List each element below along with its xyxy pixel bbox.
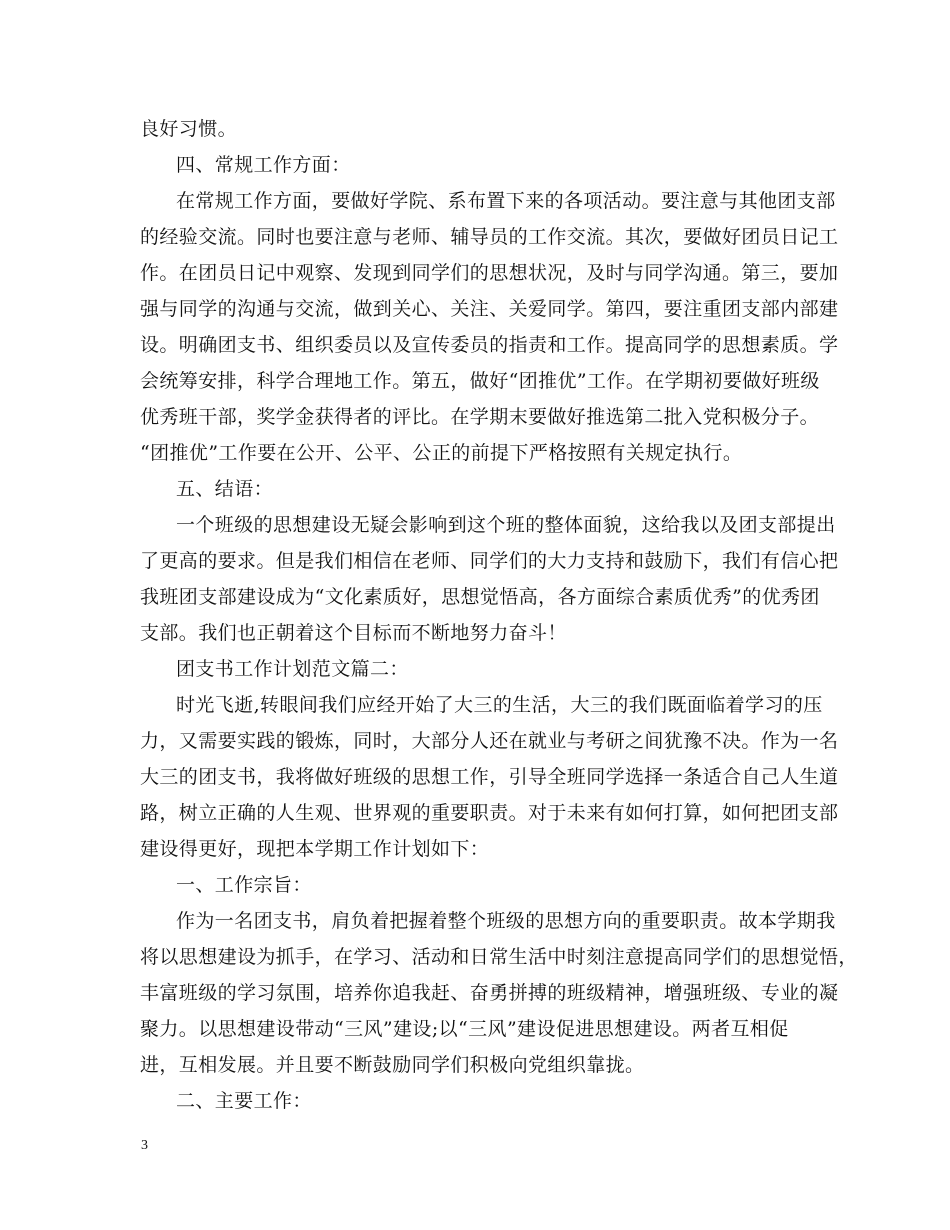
text-line: 力，又需要实践的锻炼，同时，大部分人还在就业与考研之间犹豫不决。作为一名	[140, 730, 839, 752]
section-heading: 团支书工作计划范文篇二：	[176, 658, 409, 680]
text-line: 的经验交流。同时也要注意与老师、辅导员的工作交流。其次，要做好团员日记工	[140, 226, 839, 248]
text-line: 丰富班级的学习氛围，培养你追我赶、奋勇拼搏的班级精神，增强班级、专业的凝	[140, 982, 839, 1004]
text-line: 设。明确团支书、组织委员以及宣传委员的指责和工作。提高同学的思想素质。学	[140, 334, 839, 356]
text-line: 一个班级的思想建设无疑会影响到这个班的整体面貌，这给我以及团支部提出	[176, 514, 836, 536]
section-heading: 一、工作宗旨：	[176, 874, 312, 896]
page-number: 3	[141, 1138, 148, 1153]
text-line: 会统筹安排，科学合理地工作。第五，做好“团推优”工作。在学期初要做好班级	[140, 370, 820, 392]
text-line: 我班团支部建设成为“文化素质好，思想觉悟高，各方面综合素质优秀”的优秀团	[140, 586, 820, 608]
text-line: 建设得更好，现把本学期工作计划如下：	[140, 838, 490, 860]
text-line: 聚力。以思想建设带动“三风”建设;以“三风”建设促进思想建设。两者互相促	[140, 1018, 789, 1040]
text-line: 优秀班干部，奖学金获得者的评比。在学期末要做好推选第二批入党积极分子。	[140, 406, 820, 428]
text-line: 支部。我们也正朝着这个目标而不断地努力奋斗！	[140, 622, 567, 644]
section-heading: 五、结语：	[176, 478, 274, 500]
text-line: 将以思想建设为抓手，在学习、活动和日常生活中时刻注意提高同学们的思想觉悟，	[140, 946, 858, 968]
text-line: 了更高的要求。但是我们相信在老师、同学们的大力支持和鼓励下，我们有信心把	[140, 550, 839, 572]
text-line: 在常规工作方面，要做好学院、系布置下来的各项活动。要注意与其他团支部	[176, 190, 836, 212]
text-line: 路，树立正确的人生观、世界观的重要职责。对于未来有如何打算，如何把团支部	[140, 802, 839, 824]
text-line: 作。在团员日记中观察、发现到同学们的思想状况，及时与同学沟通。第三，要加	[140, 262, 839, 284]
section-heading: 四、常规工作方面：	[176, 154, 351, 176]
section-heading: 二、主要工作：	[176, 1090, 312, 1112]
text-line: 时光飞逝,转眼间我们应经开始了大三的生活，大三的我们既面临着学习的压	[176, 694, 823, 716]
text-line: 良好习惯。	[140, 118, 238, 140]
text-line: “团推优”工作要在公开、公平、公正的前提下严格按照有关规定执行。	[140, 442, 743, 464]
text-line: 强与同学的沟通与交流，做到关心、关注、关爱同学。第四，要注重团支部内部建	[140, 298, 839, 320]
text-line: 进，互相发展。并且要不断鼓励同学们积极向党组织靠拢。	[140, 1054, 645, 1076]
text-line: 作为一名团支书，肩负着把握着整个班级的思想方向的重要职责。故本学期我	[176, 910, 836, 932]
text-line: 大三的团支书，我将做好班级的思想工作，引导全班同学选择一条适合自己人生道	[140, 766, 839, 788]
